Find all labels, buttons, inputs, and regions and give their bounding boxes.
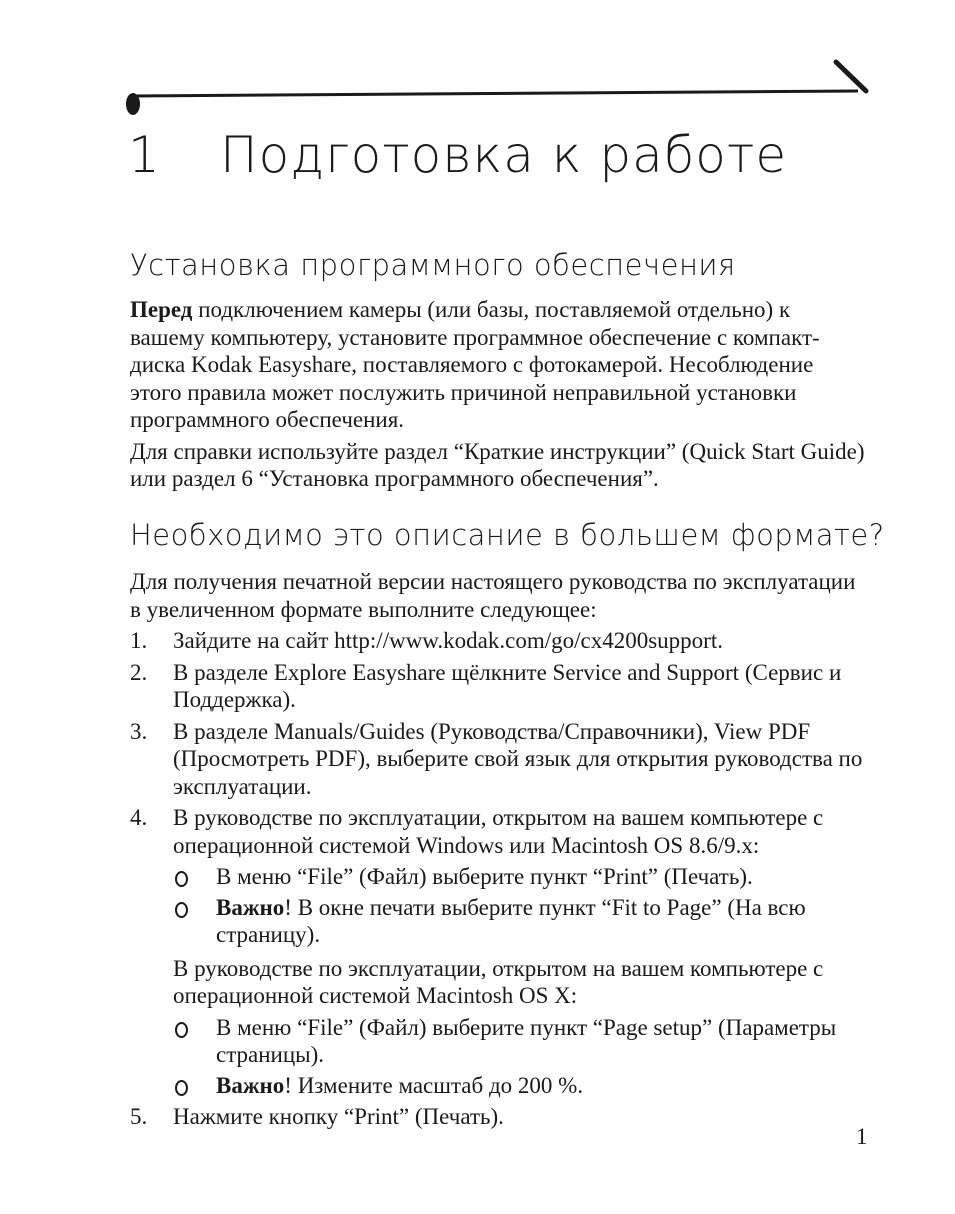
- bullet-item: [173, 1014, 870, 1069]
- install-paragraph-text: подключением камеры (или базы, поставляемой отдельно) к вашему компьютеру, установите программное обеспечение с компакт-диска Kodak Easyshare, поставляемого с фотокамерой. Несоблюдение этого правила может послужить причиной неправильной установки программного обеспечения.: [130, 297, 820, 432]
- step-item: [130, 1103, 870, 1131]
- step-item: [130, 627, 870, 655]
- bullet-text: В меню “File” (Файл) выберите пункт “Page setup” (Параметры страницы).: [216, 1014, 837, 1067]
- bullet-bold: Важно: [216, 1072, 285, 1098]
- step-number: 3.: [130, 718, 148, 744]
- step-text: Зайдите на сайт http://www.kodak.com/go/cx4200support.: [173, 628, 723, 653]
- hollow-bullet-icon: [175, 902, 188, 918]
- install-paragraph: [130, 296, 870, 434]
- bullet-item: [173, 894, 870, 949]
- step-number: 4.: [130, 805, 148, 830]
- step-text: Нажмите кнопку “Print” (Печать).: [173, 1104, 504, 1129]
- step-number: 1.: [130, 628, 148, 653]
- section-heading-large-format: Необходимо это описание в большем формате?: [130, 518, 885, 552]
- step-text: В разделе Explore Easyshare щёлкните Service and Support (Сервис и Поддержка).: [173, 659, 842, 712]
- windows-bullets: [173, 863, 870, 949]
- page-number: 1: [856, 1124, 868, 1149]
- chapter-title: Подготовка к работе: [220, 126, 788, 184]
- mac-bullets: [173, 1014, 870, 1100]
- bullet-bold: Важно: [216, 894, 285, 920]
- chapter-rule: [0, 0, 955, 140]
- step-text: В разделе Manuals/Guides (Руководства/Справочники), View PDF (Просмотреть PDF), выберите свой язык для открытия руководства по эксплуатации.: [173, 718, 863, 799]
- bullet-item: [173, 863, 870, 891]
- bullet-text: ! Измените масштаб до 200 %.: [284, 1072, 584, 1098]
- chapter-number: 1: [128, 126, 161, 184]
- step-item: [130, 659, 870, 714]
- hollow-bullet-icon: [175, 1080, 188, 1096]
- step-item: [130, 804, 870, 1099]
- large-format-intro: Для получения печатной версии настоящего руководства по эксплуатации в увеличенном формате выполните следующее:: [130, 569, 856, 622]
- section-body-large-format: [130, 568, 870, 1135]
- rule-hook: [836, 62, 866, 91]
- mac-osx-note: В руководстве по эксплуатации, открытом на вашем компьютере с операционной системой Macintosh OS X:: [173, 955, 824, 1008]
- bullet-text: ! В окне печати выберите пункт “Fit to Page” (На всю страницу).: [216, 894, 806, 947]
- section-body-install: [130, 296, 870, 497]
- steps-list: [130, 627, 870, 1131]
- rule-dot: [126, 93, 140, 115]
- section-heading-install: Установка программного обеспечения: [130, 248, 736, 282]
- bold-before: Перед: [130, 297, 193, 322]
- step-item: [130, 718, 870, 801]
- hollow-bullet-icon: [175, 871, 188, 887]
- step-number: 2.: [130, 659, 148, 685]
- reference-paragraph: Для справки используйте раздел “Краткие инструкции” (Quick Start Guide) или раздел 6 “Установка программного обеспечения”.: [130, 438, 865, 491]
- hollow-bullet-icon: [175, 1022, 188, 1038]
- step-number: 5.: [130, 1104, 148, 1129]
- bullet-text: В меню “File” (Файл) выберите пункт “Print” (Печать).: [216, 864, 753, 889]
- bullet-item: [173, 1072, 870, 1100]
- step-text: В руководстве по эксплуатации, открытом на вашем компьютере с операционной системой Windows или Macintosh OS 8.6/9.x:: [173, 805, 824, 858]
- chapter-heading: [128, 126, 787, 184]
